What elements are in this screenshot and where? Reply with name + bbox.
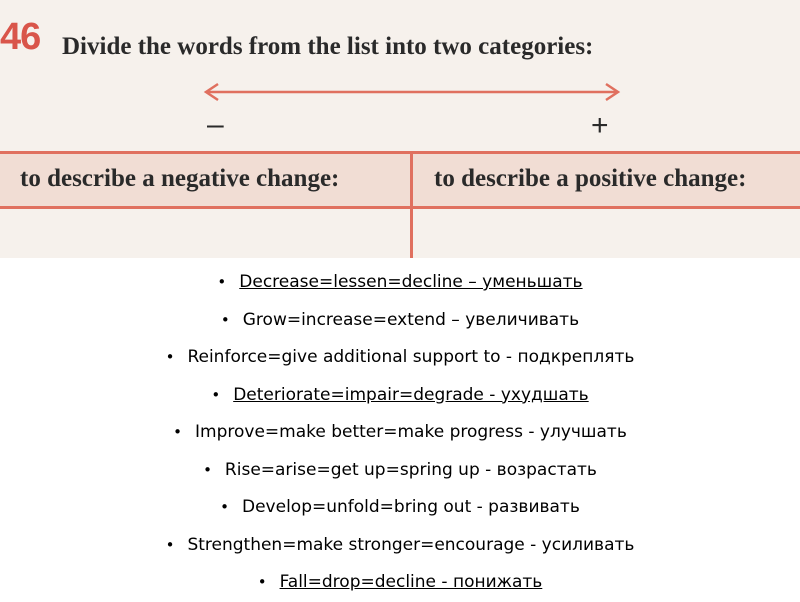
list-item-text: Strengthen=make stronger=encourage - усиливать	[187, 534, 635, 555]
list-item	[0, 489, 800, 527]
bullet-icon: •	[165, 535, 175, 554]
list-item-text: Reinforce=give additional support to - подкреплять	[187, 347, 635, 367]
list-item	[0, 564, 800, 602]
list-item	[0, 527, 800, 565]
plus-sign: +	[591, 109, 609, 142]
bullet-icon: •	[220, 310, 230, 329]
list-item-text: Fall=drop=decline - понижать	[279, 572, 543, 592]
bullet-icon: •	[203, 460, 212, 479]
list-item	[0, 452, 800, 490]
table-column-divider	[410, 151, 413, 258]
list-item-text: Grow=increase=extend – увеличивать	[242, 309, 580, 330]
list-item	[0, 302, 800, 340]
list-item	[0, 414, 800, 452]
exercise-instruction: Divide the words from the list into two categories:	[62, 33, 594, 60]
table-header-border	[0, 206, 800, 209]
list-item	[0, 377, 800, 415]
list-item-text: Improve=make better=make progress - улучшать	[195, 422, 627, 442]
list-item-text: Decrease=lessen=decline – уменьшать	[239, 272, 583, 292]
bullet-icon: •	[217, 273, 227, 291]
bullet-icon: •	[257, 573, 267, 591]
bullet-icon: •	[211, 385, 221, 404]
bullet-icon: •	[165, 348, 175, 366]
word-list	[0, 264, 800, 602]
minus-sign: –	[207, 108, 224, 141]
list-item	[0, 339, 800, 377]
bullet-icon: •	[220, 498, 229, 516]
list-item	[0, 264, 800, 302]
textbook-exercise	[0, 0, 800, 258]
bullet-icon: •	[173, 423, 182, 441]
double-arrow-icon	[200, 80, 624, 104]
exercise-number: 46	[0, 16, 41, 58]
column-header-positive: to describe a positive change:	[434, 165, 747, 192]
column-header-negative: to describe a negative change:	[20, 165, 340, 192]
list-item-text: Develop=unfold=bring out - развивать	[242, 497, 580, 517]
list-item-text: Rise=arise=get up=spring up - возрастать	[224, 459, 597, 480]
list-item-text: Deteriorate=impair=degrade - ухудшать	[233, 384, 589, 405]
